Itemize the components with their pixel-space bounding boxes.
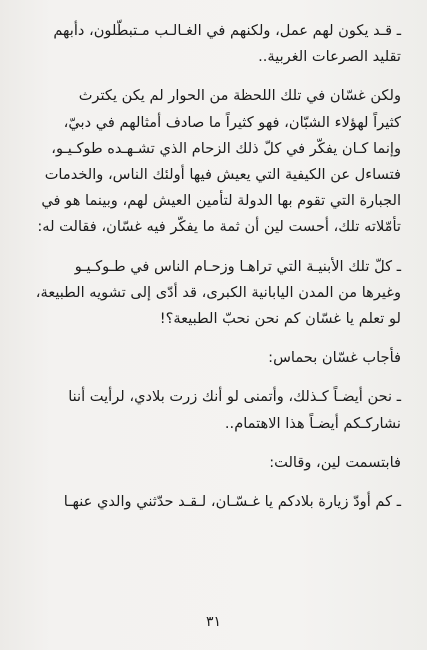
paragraph <box>22 489 401 515</box>
paragraph <box>22 450 401 476</box>
text-line: فتساءل عن الكيفية التي يعيش فيها أولئك الناس، والخدمات <box>44 166 401 184</box>
text-line: وإنما كـان يفكّر في كلّ ذلك الزحام الذي تشـهـده طوكـيـو، <box>51 139 401 157</box>
text-line: نشاركـكم أيضـاً هذا الاهتمام.. <box>224 414 401 432</box>
text-line: كثيراً لهؤلاء الشبّان، فهو كثيراً ما صادف أمثالهم في دبيّ، <box>63 113 401 131</box>
text-line: تقليد الصرعات الغربية.. <box>258 48 401 66</box>
text-line: ـ كم أودّ زيارة بلادكم يا غـسّـان، لـقـد حدّثني والدي عنهـا <box>63 493 401 511</box>
text-line: ولكن غسّان في تلك اللحظة من الحوار لم يكن يكترث <box>78 87 401 105</box>
text-line: الجبارة التي تقوم بها الدولة لتأمين العيش لهم، وبينما هو في <box>41 192 401 210</box>
paragraph <box>22 384 401 436</box>
paragraph <box>22 254 401 333</box>
text-line: ـ نحن أيضـاً كـذلك، وأتمنى لو أنك زرت بلادي، لرأيت أننا <box>68 388 401 406</box>
page-number: ٣١ <box>205 614 222 630</box>
text-line: تأمّلاته تلك، أحست لين أن ثمة ما يفكّر فيه غسّان، فقالت له: <box>37 218 401 236</box>
text-line: فأجاب غسّان بحماس: <box>268 349 401 367</box>
paragraph <box>22 18 401 70</box>
text-line: ـ كلّ تلك الأبنيـة التي تراهـا وزحـام الناس في طـوكـيـو <box>74 257 401 275</box>
text-line: لو تعلم يا غسّان كم نحن نحبّ الطبيعة؟! <box>159 310 401 328</box>
text-line: فابتسمت لين، وقالت: <box>269 453 401 471</box>
text-line: وغيرها من المدن اليابانية الكبرى، قد أدّى إلى تشويه الطبيعة، <box>35 283 401 301</box>
text-line: ـ قـد يكون لهم عمل، ولكنهم في الغـالـب مـتبطّلون، دأبهم <box>53 22 401 39</box>
paragraph <box>22 83 401 240</box>
body-text <box>22 18 401 515</box>
paragraph <box>22 345 401 371</box>
